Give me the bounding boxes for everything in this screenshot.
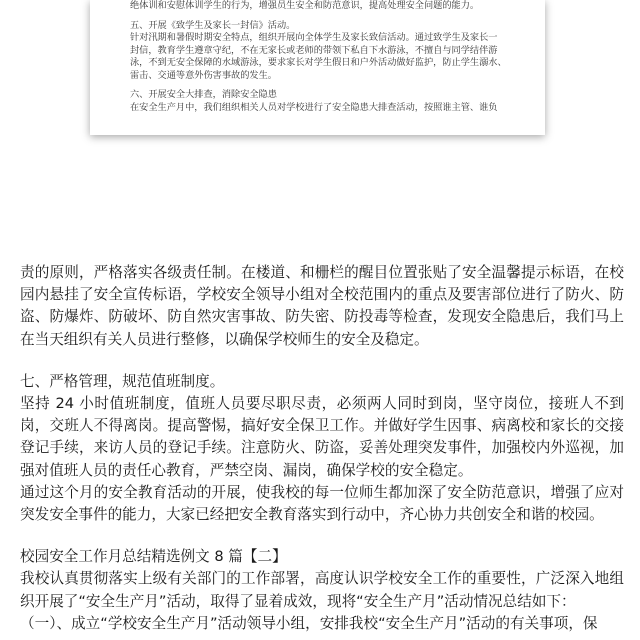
preview-heading-5: 五、开展《致学生及家长一封信》活动。 [130,19,296,31]
paragraph-responsibility: 责的原则，严格落实各级责任制。在楼道、和栅栏的醒目位置张贴了安全温馨提示标语，在校园内悬挂了安全宣传标语，学校安全领导小组对全校范围内的重点及要害部位进行了防火、防盗、防爆炸、防破坏、防自然灾害事故、防失密、防投毒等检查，发现安全隐患后，我们马上在当天组织有关人员进行整修，以确保学校师生的安全及稳定。 [20,264,624,348]
preview-heading-6: 六、开展安全大排查，消除安全隐患 [130,89,277,100]
preview-cut-line: 绝体训和安慰体训学生的行为，增强员生安全和防范意识，提高处理安全问题的能力。 [130,0,480,11]
paragraph-item-1: （一）、成立“学校安全生产月”活动领导小组，安排我校“安全生产月”活动的有关事项，保 [20,614,598,632]
preview-p5-line-1: 针对汛期和暑假时期安全特点，组织开展向全体学生及家长致信活动。通过致学生及家长一 [130,32,498,43]
heading-section-7: 七、严格管理，规范值班制度。 [20,372,225,390]
document-body [20,262,624,635]
preview-text [130,0,515,114]
document-preview-page [90,0,545,135]
example-title: 校园安全工作月总结精选例文 8 篇【二】 [20,548,287,566]
preview-p5-line-2: 封信，教育学生遵章守纪，不在无家长或老师的带领下私自下水游泳，不擅自与同学结伴游 [130,44,498,56]
paragraph-summary: 通过这个月的安全教育活动的开展，使我校的每一位师生都加深了安全防范意识，增强了应对突发安全事件的能力，大家已经把安全教育落实到行动中，齐心协力共创安全和谐的校园。 [20,483,624,524]
paragraph-intro: 我校认真贯彻落实上级有关部门的工作部署，高度认识学校安全工作的重要性，广泛深入地组织开展了“安全生产月”活动，取得了显着成效，现将“安全生产月”活动情况总结如下： [20,570,624,610]
preview-p5-line-3: 泳，不到无安全保障的水域游泳，要求家长对学生假日和户外活动做好监护，防止学生溺水、 [130,57,507,68]
preview-p5-line-4: 雷击、交通等意外伤害事故的发生。 [130,69,277,81]
preview-p6-line: 在安全生产月中，我们组织相关人员对学校进行了安全隐患大排查活动，按照谁主管、谁负 [130,101,498,113]
paragraph-duty-system: 坚持 24 小时值班制度，值班人员要尽职尽责，必须两人同时到岗，坚守岗位，接班人不到岗，交班人不得离岗。提高警惕，搞好安全保卫工作。并做好学生因事、病离校和家长的交接登记手续，来访人员的登记手续。注意防火、防盗，妥善处理突发事件，加强校内外巡视，加强对值班人员的责任心教育，严禁空岗、漏岗，确保学校的安全稳定。 [20,395,624,479]
